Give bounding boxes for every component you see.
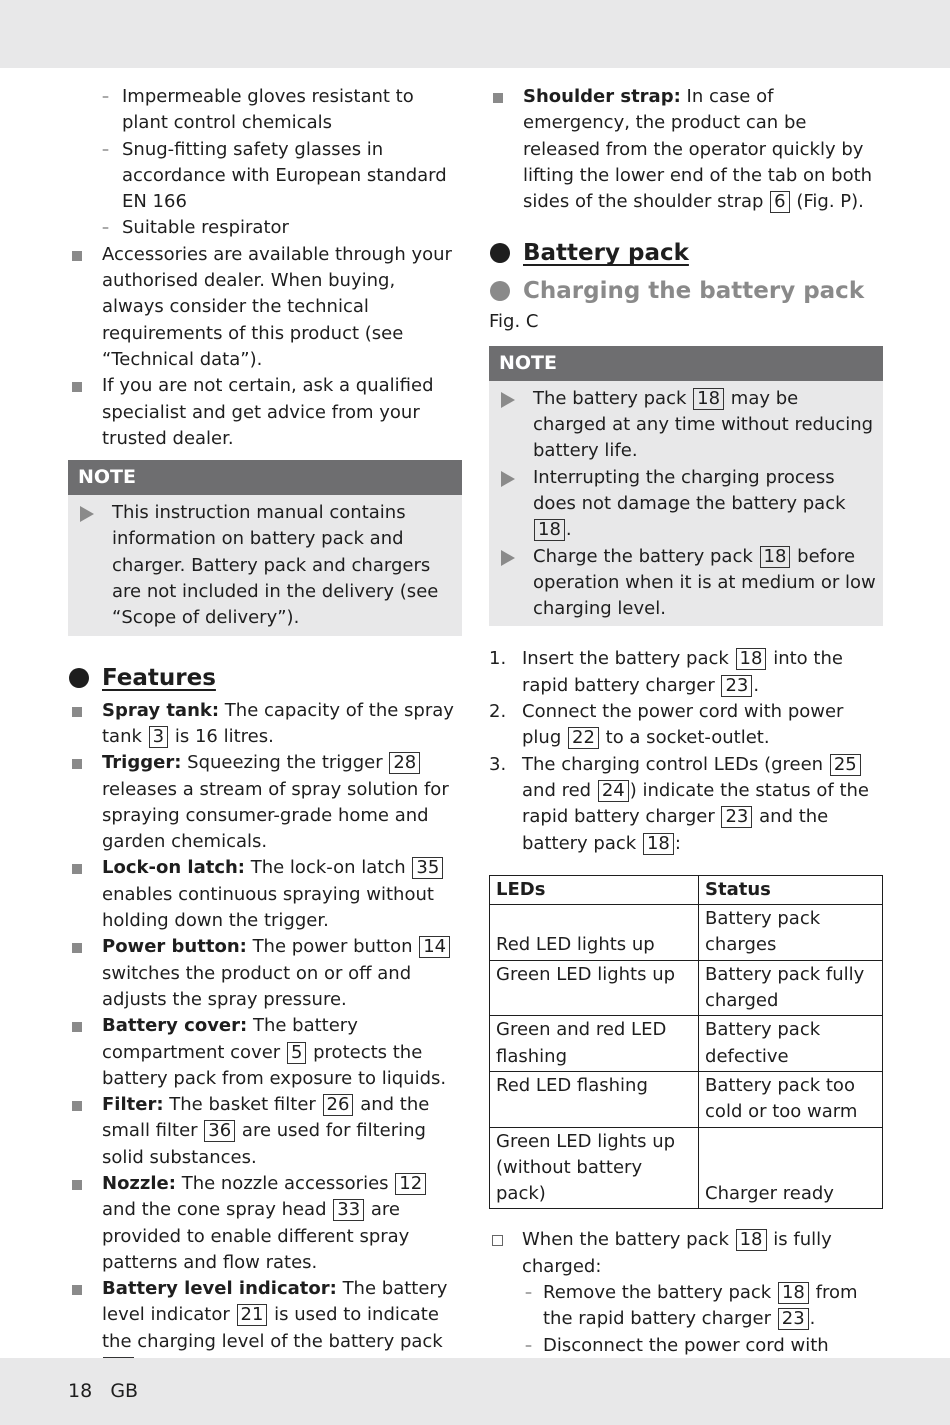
feature-spray-tank: Spray tank: The capacity of the spray tank 3 is 16 litres. <box>68 698 462 751</box>
feature-lock-on-latch: Lock-on latch: The lock-on latch 35 enables continuous spraying without holding down the trigger. <box>68 855 462 934</box>
equipment-dash-list <box>68 84 462 242</box>
note-box <box>68 460 462 635</box>
ref-number: 24 <box>598 780 629 802</box>
table-cell: Battery pack charges <box>699 905 883 961</box>
ref-number: 21 <box>237 1304 268 1326</box>
note-item: Interrupting the charging process does not damage the battery pack 18 . <box>489 465 883 544</box>
step-item: 2. Connect the power cord with power plug 22 to a socket-outlet. <box>489 701 844 749</box>
features-list <box>68 698 462 1382</box>
features-heading: Features <box>68 662 462 694</box>
top-band <box>0 0 950 68</box>
page-number: 18 <box>68 1380 93 1402</box>
feature-battery-level-indicator: Battery level indicator: The battery level indicator 21 is used to indicate the charging level of the battery pack <box>68 1276 462 1381</box>
led-status-table <box>489 875 883 1210</box>
table-cell: Green LED lights up (without battery pack) <box>490 1127 699 1209</box>
table-header: Status <box>699 875 883 904</box>
table-cell: Red LED lights up <box>490 905 699 961</box>
ref-number: 18 <box>760 546 791 568</box>
table-row <box>490 960 883 1016</box>
table-header: LEDs <box>490 875 699 904</box>
ref-number: 26 <box>323 1094 354 1116</box>
ref-number: 18 <box>736 648 767 670</box>
ref-number: 18 <box>643 833 674 855</box>
table-cell: Red LED flashing <box>490 1071 699 1127</box>
left-bullet-list <box>68 242 462 452</box>
ref-number: 12 <box>395 1173 426 1195</box>
ref-number: 25 <box>830 754 861 776</box>
table-cell: Battery pack fully charged <box>699 960 883 1016</box>
ref-number: 6 <box>770 191 789 213</box>
note-item: The battery pack 18 may be charged at any time without reducing battery life. <box>489 386 883 465</box>
ref-number: 23 <box>721 806 752 828</box>
checkbox-item: When the battery pack 18 is fully charged: <box>489 1227 883 1280</box>
battery-pack-heading: Battery pack <box>489 237 883 269</box>
feature-power-button: Power button: The power button 14 switches the product on or off and adjusts the spray pressure. <box>68 934 462 1013</box>
charging-steps <box>489 646 883 856</box>
note-item: Charge the battery pack 18 before operation when it is at medium or low charging level. <box>489 544 883 623</box>
bullet-dot-icon <box>490 243 510 263</box>
ref-number: 28 <box>389 752 420 774</box>
note-title: NOTE <box>68 460 462 495</box>
ref-number: 23 <box>721 675 752 697</box>
dash-item: – Disconnect the power cord with <box>489 1333 883 1412</box>
note-box <box>489 346 883 627</box>
feature-filter: Filter: The basket filter 26 and the small filter 36 are used for filtering solid substances. <box>68 1092 462 1171</box>
ref-number: 18 <box>778 1282 809 1304</box>
table-cell: Green and red LED flashing <box>490 1016 699 1072</box>
ref-number: 35 <box>412 857 443 879</box>
dash-item: – Suitable respirator <box>68 215 462 241</box>
note-item: This instruction manual contains information on battery pack and charger. Battery pack and chargers are not included in the delivery (see “Scope of delivery”). <box>68 500 462 631</box>
ref-number: 5 <box>287 1042 306 1064</box>
right-column <box>489 84 883 1411</box>
table-row <box>490 905 883 961</box>
language-code: GB <box>110 1380 139 1402</box>
dash-item: – Impermeable gloves resistant to plant control chemicals <box>68 84 462 137</box>
table-row <box>490 1071 883 1127</box>
table-row <box>490 1016 883 1072</box>
bullet-item: If you are not certain, ask a qualified specialist and get advice from your trusted dealer. <box>68 373 462 452</box>
step-item: 3. The charging control LEDs (green 25 and red 24 ) indicate the status of the rapid battery charger 23 and the battery pack 18 : <box>489 753 869 854</box>
table-cell: Battery pack defective <box>699 1016 883 1072</box>
charging-heading: Charging the battery pack <box>489 275 883 307</box>
ref-number: 3 <box>149 726 168 748</box>
table-cell: Charger ready <box>699 1127 883 1209</box>
left-column <box>68 84 462 1381</box>
table-cell: Green LED lights up <box>490 960 699 1016</box>
strap-bullet-list <box>489 84 883 215</box>
feature-nozzle: Nozzle: The nozzle accessories 12 and the cone spray head 33 are provided to enable different spray patterns and flow rates. <box>68 1171 462 1276</box>
bullet-dot-icon <box>490 281 510 301</box>
note-title: NOTE <box>489 346 883 381</box>
page-footer <box>68 1378 138 1404</box>
bullet-dot-icon <box>69 668 89 688</box>
table-header-row <box>490 875 883 904</box>
ref-number: 18 <box>736 1229 767 1251</box>
table-cell: Battery pack too cold or too warm <box>699 1071 883 1127</box>
dash-item: – Snug-fitting safety glasses in accordance with European standard EN 166 <box>68 137 462 216</box>
ref-number: 18 <box>693 388 724 410</box>
bullet-item: Accessories are available through your authorised dealer. When buying, always consider the technical requirements of this product (see “Technical data”). <box>68 242 462 373</box>
ref-number: 36 <box>204 1120 235 1142</box>
figure-reference: Fig. C <box>489 311 539 333</box>
step-item: 1. Insert the battery pack 18 into the rapid battery charger 23 . <box>489 648 843 696</box>
feature-battery-cover: Battery cover: The battery compartment cover 5 protects the battery pack from exposure to liquids. <box>68 1013 462 1092</box>
ref-number: 18 <box>534 519 565 541</box>
ref-number: 22 <box>568 727 599 749</box>
ref-number: 33 <box>333 1199 364 1221</box>
dash-item: – Remove the battery pack 18 from the rapid battery charger 23 . <box>489 1280 883 1333</box>
feature-trigger: Trigger: Squeezing the trigger 28 releases a stream of spray solution for spraying consumer-grade home and garden chemicals. <box>68 750 462 855</box>
ref-number: 23 <box>778 1308 809 1330</box>
bottom-band <box>0 1358 950 1425</box>
ref-number: 14 <box>419 936 450 958</box>
shoulder-strap-item: Shoulder strap: In case of emergency, the product can be released from the operator quickly by lifting the lower end of the tab on both sides of the shoulder strap 6 (Fig. P). <box>489 84 883 215</box>
table-row <box>490 1127 883 1209</box>
